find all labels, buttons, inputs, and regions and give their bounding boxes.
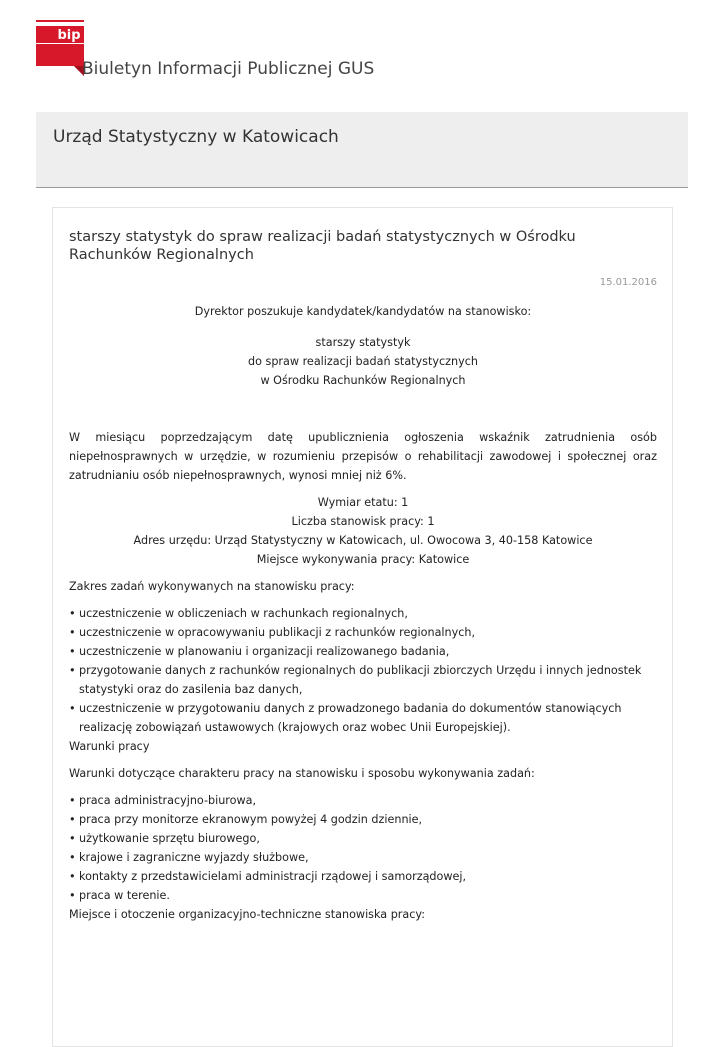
bullet-icon: • <box>69 870 76 883</box>
detail-line: Liczba stanowisk pracy: 1 <box>291 515 435 528</box>
list-item <box>69 623 657 642</box>
tasks-heading: Zakres zadań wykonywanych na stanowisku pracy: <box>69 580 355 593</box>
list-item <box>69 848 657 867</box>
list-item-text: praca administracyjno-biurowa, <box>79 794 257 807</box>
list-item <box>69 810 657 829</box>
list-item-text: praca przy monitorze ekranowym powyżej 4 godzin dziennie, <box>79 813 423 826</box>
list-item <box>69 791 657 810</box>
article-date: 15.01.2016 <box>599 277 657 288</box>
detail-line: Miejsce wykonywania pracy: Katowice <box>256 553 470 566</box>
list-item <box>69 867 657 886</box>
site-title[interactable]: Biuletyn Informacji Publicznej GUS <box>82 59 375 79</box>
conditions-subheading: Warunki dotyczące charakteru pracy na stanowisku i sposobu wykonywania zadań: <box>69 767 535 780</box>
article-title: starszy statystyk do spraw realizacji badań statystycznych w Ośrodku Rachunków Regionalnych <box>69 229 576 263</box>
list-item-text: praca w terenie. <box>79 889 170 902</box>
detail-line: Adres urzędu: Urząd Statystyczny w Katowicach, ul. Owocowa 3, 40-158 Katowice <box>133 534 593 547</box>
list-item <box>69 886 657 905</box>
bullet-icon: • <box>69 702 76 715</box>
bullet-icon: • <box>69 832 76 845</box>
bullet-icon: • <box>69 813 76 826</box>
list-item-text: uczestniczenie w obliczeniach w rachunkach regionalnych, <box>79 607 408 620</box>
conditions-list <box>69 791 657 905</box>
list-item-text: uczestniczenie w przygotowaniu danych z prowadzonego badania do dokumentów stanowiących realizację zobowiązań ustawowych (krajowych oraz wobec Unii Europejskiej). <box>79 702 622 734</box>
list-item-text: kontakty z przedstawicielami administracji rządowej i samorządowej, <box>79 870 467 883</box>
bullet-icon: • <box>69 851 76 864</box>
bip-logo-text: bip <box>57 28 81 43</box>
bullet-icon: • <box>69 889 76 902</box>
list-item-text: krajowe i zagraniczne wyjazdy służbowe, <box>79 851 309 864</box>
position-block <box>69 333 657 390</box>
org-name[interactable]: Urząd Statystyczny w Katowicach <box>53 127 339 147</box>
bullet-icon: • <box>69 626 76 639</box>
conditions-heading: Warunki pracy <box>69 740 150 753</box>
environment-heading: Miejsce i otoczenie organizacyjno-techniczne stanowiska pracy: <box>69 908 425 921</box>
list-item-text: użytkowanie sprzętu biurowego, <box>79 832 260 845</box>
list-item-text: uczestniczenie w planowaniu i organizacji realizowanego badania, <box>79 645 450 658</box>
article-content <box>69 208 657 924</box>
details-block <box>69 493 657 569</box>
list-item <box>69 604 657 623</box>
list-item-text: uczestniczenie w opracowywaniu publikacji z rachunków regionalnych, <box>79 626 476 639</box>
disability-note: W miesiącu poprzedzającym datę upublicznienia ogłoszenia wskaźnik zatrudnienia osób niepełnosprawnych w urzędzie, w rozumieniu przepisów o rehabilitacji zawodowej i społecznej oraz zatrudnianiu osób niepełnosprawnych, wynosi mniej niż 6%. <box>69 431 657 482</box>
list-item <box>69 829 657 848</box>
tasks-list <box>69 604 657 737</box>
position-line: w Ośrodku Rachunków Regionalnych <box>260 374 466 387</box>
list-item <box>69 699 657 737</box>
bullet-icon: • <box>69 607 76 620</box>
detail-line: Wymiar etatu: 1 <box>317 496 409 509</box>
bullet-icon: • <box>69 664 76 677</box>
bullet-icon: • <box>69 645 76 658</box>
bullet-icon: • <box>69 794 76 807</box>
position-line: do spraw realizacji badań statystycznych <box>247 355 478 368</box>
intro-text: Dyrektor poszukuje kandydatek/kandydatów na stanowisko: <box>194 305 532 318</box>
article-card <box>52 207 673 1047</box>
position-line: starszy statystyk <box>315 336 411 349</box>
bip-logo[interactable] <box>36 20 84 76</box>
org-header <box>36 112 688 188</box>
list-item <box>69 661 657 699</box>
list-item <box>69 642 657 661</box>
list-item-text: przygotowanie danych z rachunków regionalnych do publikacji zbiorczych Urzędu i innych jednostek statystyki oraz do zasilenia baz danych, <box>79 664 642 696</box>
